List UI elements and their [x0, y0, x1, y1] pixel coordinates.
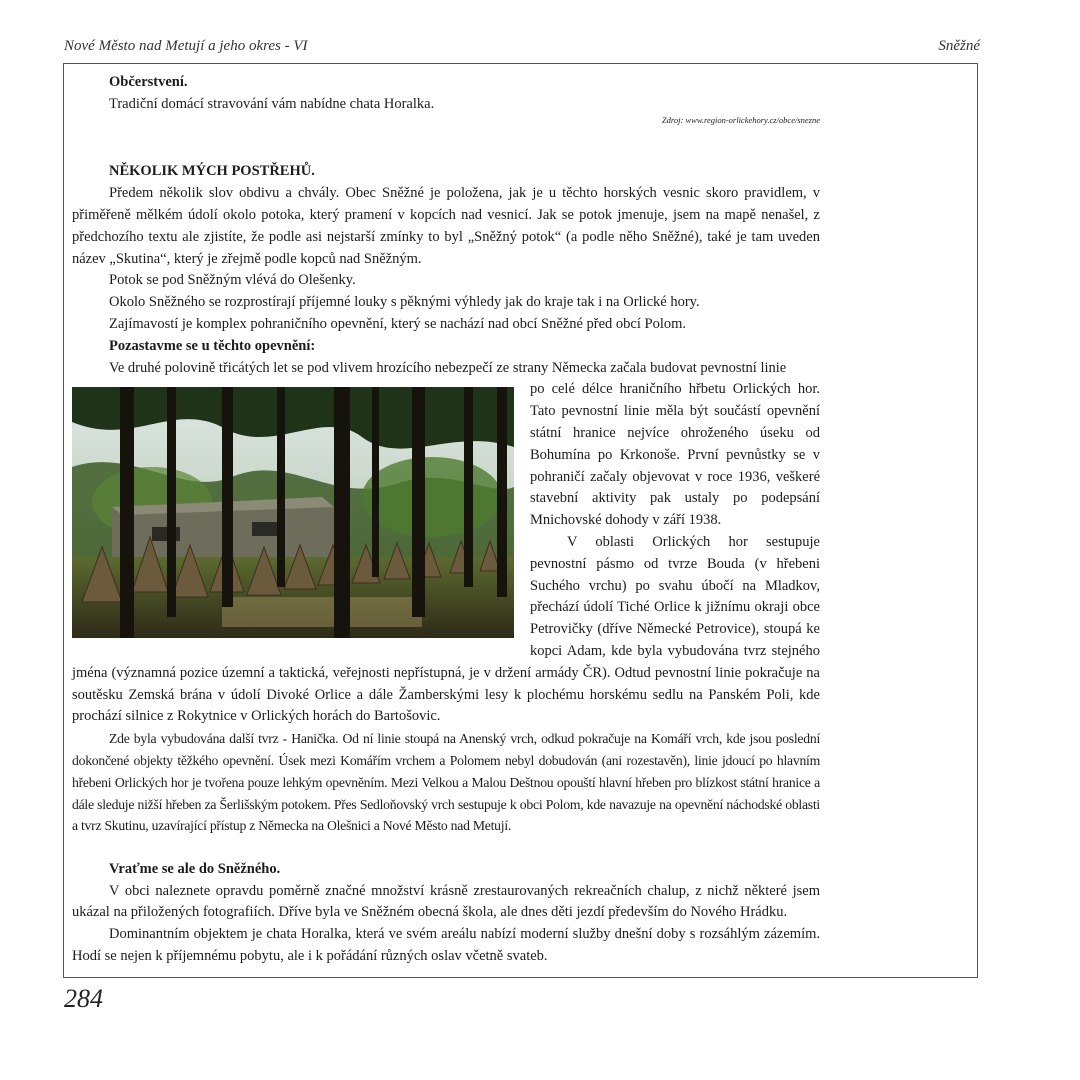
section-heading-return: Vraťme se ale do Sněžného. [109, 860, 281, 877]
paragraph-meadows: Okolo Sněžného se rozprostírají příjemné louky s pěknými výhledy jak do kraje tak i na Orlické hory. [109, 294, 700, 311]
spacer [72, 147, 820, 161]
refreshment-text: Tradiční domácí stravování vám nabídne chata Horalka. [109, 95, 435, 112]
refreshment-heading: Občerstvení. [109, 74, 188, 90]
paragraph-orlicke-section: V oblasti Orlických hor sestupuje pevnostní pásmo od tvrze Bouda (v hřebeni Suchého vrchu) po svahu úbočí na Mladkov, přechází údolí Tiché Orlice k jižnímu okraji obce Petrovičky (dříve Německé Petrovice), stoupá ke kopci Adam, kde byla vybudována tvrz stejného jména (významná pozice územní a taktická, veřejnosti nepřístupná, je v držení armády ČR). Odtud pevnostní linie pokračuje na soutěsku Zemská brána v údolí Divoké Orlice a dále Žamberskými lesy k plochému horskému sedlu na Panském Poli, kde prochází silnice z Rokytnice v Orlických horách do Bartošovic. [72, 533, 820, 725]
paragraph-cottages: V obci naleznete opravdu poměrně značné množství krásně zrestaurovaných rekreačních chalup, z nichž některé jsem ukázal na přiložených fotografiích. Dříve byla ve Sněžném obecná škola, ale dnes děti jezdí především do Nového Hrádku. [72, 882, 820, 921]
page-number: 284 [64, 984, 103, 1013]
running-header-section-title: Sněžné [938, 38, 980, 54]
section-heading-fortifications: Pozastavme se u těchto opevnění: [109, 337, 316, 354]
paragraph-fortification-line: po celé délce hraničního hřbetu Orlických hor. Tato pevnostní linie měla být součástí opevnění státní hranice nejvíce ohroženého úseku od Bohumína po Krkonoše. První pevnůstky se v pohraničí začaly objevovat v roce 1936, veškeré stavební aktivity pak ustaly po podepsání Mnichovské dohody v září 1938. [530, 381, 820, 529]
paragraph-stream: Potok se pod Sněžným vlévá do Olešenky. [109, 272, 356, 289]
source-note: Zdroj: www.region-orlickehory.cz/obce/snezne [661, 114, 820, 125]
paragraph-fortification-note: Zajímavostí je komplex pohraničního opevnění, který se nachází nad obcí Sněžné před obcí Polom. [109, 315, 687, 332]
paragraph-intro: Předem několik slov obdivu a chvály. Obec Sněžné je položena, jak je u těchto horských vesnic skoro pravidlem, v přiměřeně mělkém údolí okolo potoka, který pramení v kopcích nad vesnicí. Jak se potok jmenuje, jsem na mapě nenašel, z předchozího textu ale zjistíte, že podle asi nejstarší zmínky to byl „Sněžný potok“ (a podle něho Sněžné), také je tam uveden název „Skutina“, který je zřejmě podle kopců nad Sněžným. [72, 185, 820, 267]
paragraph-horalka: Dominantním objektem je chata Horalka, která ve svém areálu nabízí moderní služby dnešní doby s rozsáhlým zázemím. Hodí se nejen k příjemnému pobytu, ale i k pořádání různých oslav včetně svateb. [72, 926, 820, 965]
page-body [72, 72, 820, 968]
spacer [72, 837, 820, 859]
spacer [72, 126, 820, 148]
paragraph-fortification-lead: Ve druhé polovině třicátých let se pod vlivem hrozícího nebezpečí ze strany Německa začala budovat pevnostní linie [109, 359, 787, 376]
section-heading-observations: NĚKOLIK MÝCH POSTŘEHŮ. [109, 163, 315, 180]
bunker-forest-photo [72, 387, 514, 638]
paragraph-hanicka: Zde byla vybudována další tvrz - Hanička. Od ní linie stoupá na Anenský vrch, odkud pokračuje na Komáří vrch, kde jsou poslední dokončené objekty těžkého opevnění. Úsek mezi Komářím vrchem a Polomem nebyl dobudován (ani rozestavěn), linie jdoucí po hlavním hřebeni Orlických hor je tvořena pouze lehkým opevněním. Mezi Velkou a Malou Deštnou opouští hlavní hřeben pro blízkost státní hranice a dále sleduje nižší hřeben za Šerlišským potokem. Přes Sedloňovský vrch sestupuje k obci Polom, kde navazuje na opevnění náchodské oblasti a tvrz Skutinu, uzavírající přístup z Německa na Olešnici a Nové Město nad Metují. [72, 731, 820, 834]
running-header-publication-title: Nové Město nad Metují a jeho okres - VI [64, 38, 308, 54]
